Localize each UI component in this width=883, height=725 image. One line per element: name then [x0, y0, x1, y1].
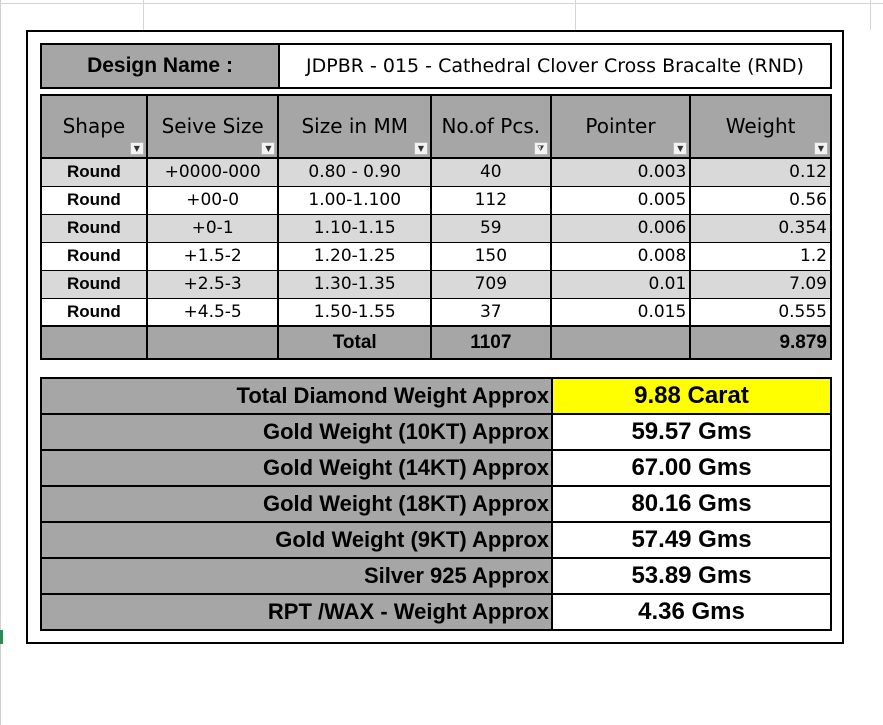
cell-seive-size[interactable]: +0-1 — [147, 214, 279, 242]
table-row — [41, 270, 831, 298]
summary-label[interactable]: RPT /WAX - Weight Approx — [41, 594, 552, 630]
cell-weight[interactable]: 7.09 — [690, 270, 831, 298]
table-row — [41, 158, 831, 186]
cell-seive-size[interactable]: +2.5-3 — [147, 270, 279, 298]
total-label[interactable]: Total — [278, 326, 431, 359]
total-empty-cell[interactable] — [551, 326, 691, 359]
summary-value[interactable]: 59.57 Gms — [552, 414, 831, 450]
summary-row — [41, 414, 831, 450]
cell-pcs[interactable]: 112 — [431, 186, 551, 214]
cell-shape[interactable]: Round — [41, 186, 147, 214]
cell-weight[interactable]: 0.12 — [690, 158, 831, 186]
cell-pointer[interactable]: 0.005 — [551, 186, 691, 214]
table-row — [41, 186, 831, 214]
header-label: Shape — [62, 113, 126, 138]
dropdown-arrow-icon[interactable]: ▼ — [814, 142, 828, 155]
cell-weight[interactable]: 0.354 — [690, 214, 831, 242]
cell-seive-size[interactable]: +4.5-5 — [147, 298, 279, 326]
summary-value[interactable]: 4.36 Gms — [552, 594, 831, 630]
filter-active-icon[interactable]: ⧩ — [534, 142, 548, 155]
total-pcs[interactable]: 1107 — [431, 326, 551, 359]
cell-shape[interactable]: Round — [41, 270, 147, 298]
grid-line — [870, 0, 871, 30]
cell-pointer[interactable]: 0.003 — [551, 158, 691, 186]
summary-label[interactable]: Gold Weight (14KT) Approx — [41, 450, 552, 486]
stone-details-table — [40, 94, 832, 360]
dropdown-arrow-icon[interactable]: ▼ — [414, 142, 428, 155]
cell-shape[interactable]: Round — [41, 214, 147, 242]
summary-value[interactable]: 9.88 Carat — [552, 378, 831, 414]
grid-line — [143, 0, 144, 30]
cell-size-mm[interactable]: 1.30-1.35 — [278, 270, 431, 298]
cell-size-mm[interactable]: 1.10-1.15 — [278, 214, 431, 242]
total-row — [41, 326, 831, 359]
header-row — [41, 95, 831, 158]
summary-label[interactable]: Gold Weight (18KT) Approx — [41, 486, 552, 522]
header-label: No.of Pcs. — [441, 113, 541, 138]
header-label: Size in MM — [301, 113, 408, 138]
total-weight[interactable]: 9.879 — [690, 326, 831, 359]
header-size-in-mm[interactable] — [278, 95, 431, 158]
cell-seive-size[interactable]: +0000-000 — [147, 158, 279, 186]
dropdown-arrow-icon[interactable]: ▼ — [261, 142, 275, 155]
summary-value[interactable]: 67.00 Gms — [552, 450, 831, 486]
summary-label[interactable]: Gold Weight (10KT) Approx — [41, 414, 552, 450]
cell-pointer[interactable]: 0.008 — [551, 242, 691, 270]
summary-row — [41, 486, 831, 522]
cell-size-mm[interactable]: 1.00-1.100 — [278, 186, 431, 214]
selection-marker — [0, 630, 3, 644]
table-row — [41, 214, 831, 242]
summary-row — [41, 378, 831, 414]
cell-pcs[interactable]: 37 — [431, 298, 551, 326]
cell-shape[interactable]: Round — [41, 242, 147, 270]
cell-pcs[interactable]: 709 — [431, 270, 551, 298]
header-weight[interactable] — [690, 95, 831, 158]
cell-pcs[interactable]: 40 — [431, 158, 551, 186]
summary-label[interactable]: Silver 925 Approx — [41, 558, 552, 594]
grid-line — [0, 0, 1, 725]
summary-label[interactable]: Gold Weight (9KT) Approx — [41, 522, 552, 558]
summary-row — [41, 594, 831, 630]
summary-row — [41, 558, 831, 594]
summary-label[interactable]: Total Diamond Weight Approx — [41, 378, 552, 414]
cell-weight[interactable]: 0.56 — [690, 186, 831, 214]
header-pointer[interactable] — [551, 95, 691, 158]
cell-weight[interactable]: 1.2 — [690, 242, 831, 270]
total-empty-cell[interactable] — [41, 326, 147, 359]
header-label: Pointer — [585, 113, 656, 138]
cell-shape[interactable]: Round — [41, 298, 147, 326]
table-row — [41, 298, 831, 326]
total-empty-cell[interactable] — [147, 326, 279, 359]
cell-seive-size[interactable]: +00-0 — [147, 186, 279, 214]
grid-line — [0, 3, 883, 4]
design-name-value[interactable]: JDPBR - 015 - Cathedral Clover Cross Bracalte (RND) — [279, 44, 831, 88]
cell-pointer[interactable]: 0.01 — [551, 270, 691, 298]
cell-pcs[interactable]: 59 — [431, 214, 551, 242]
header-seive-size[interactable] — [147, 95, 279, 158]
dropdown-arrow-icon[interactable]: ▼ — [130, 142, 144, 155]
cell-pcs[interactable]: 150 — [431, 242, 551, 270]
cell-pointer[interactable]: 0.015 — [551, 298, 691, 326]
header-shape[interactable] — [41, 95, 147, 158]
summary-value[interactable]: 53.89 Gms — [552, 558, 831, 594]
cell-seive-size[interactable]: +1.5-2 — [147, 242, 279, 270]
header-label: Weight — [725, 113, 796, 138]
cell-size-mm[interactable]: 1.20-1.25 — [278, 242, 431, 270]
summary-row — [41, 450, 831, 486]
header-no-of-pcs[interactable] — [431, 95, 551, 158]
cell-size-mm[interactable]: 1.50-1.55 — [278, 298, 431, 326]
cell-size-mm[interactable]: 0.80 - 0.90 — [278, 158, 431, 186]
design-name-table — [40, 43, 832, 89]
summary-value[interactable]: 57.49 Gms — [552, 522, 831, 558]
cell-pointer[interactable]: 0.006 — [551, 214, 691, 242]
design-name-label[interactable]: Design Name : — [41, 44, 279, 88]
summary-value[interactable]: 80.16 Gms — [552, 486, 831, 522]
summary-row — [41, 522, 831, 558]
weight-summary-table — [40, 377, 832, 631]
dropdown-arrow-icon[interactable]: ▼ — [673, 142, 687, 155]
grid-line — [575, 0, 576, 30]
table-row — [41, 242, 831, 270]
cell-weight[interactable]: 0.555 — [690, 298, 831, 326]
cell-shape[interactable]: Round — [41, 158, 147, 186]
header-label: Seive Size — [161, 113, 264, 138]
